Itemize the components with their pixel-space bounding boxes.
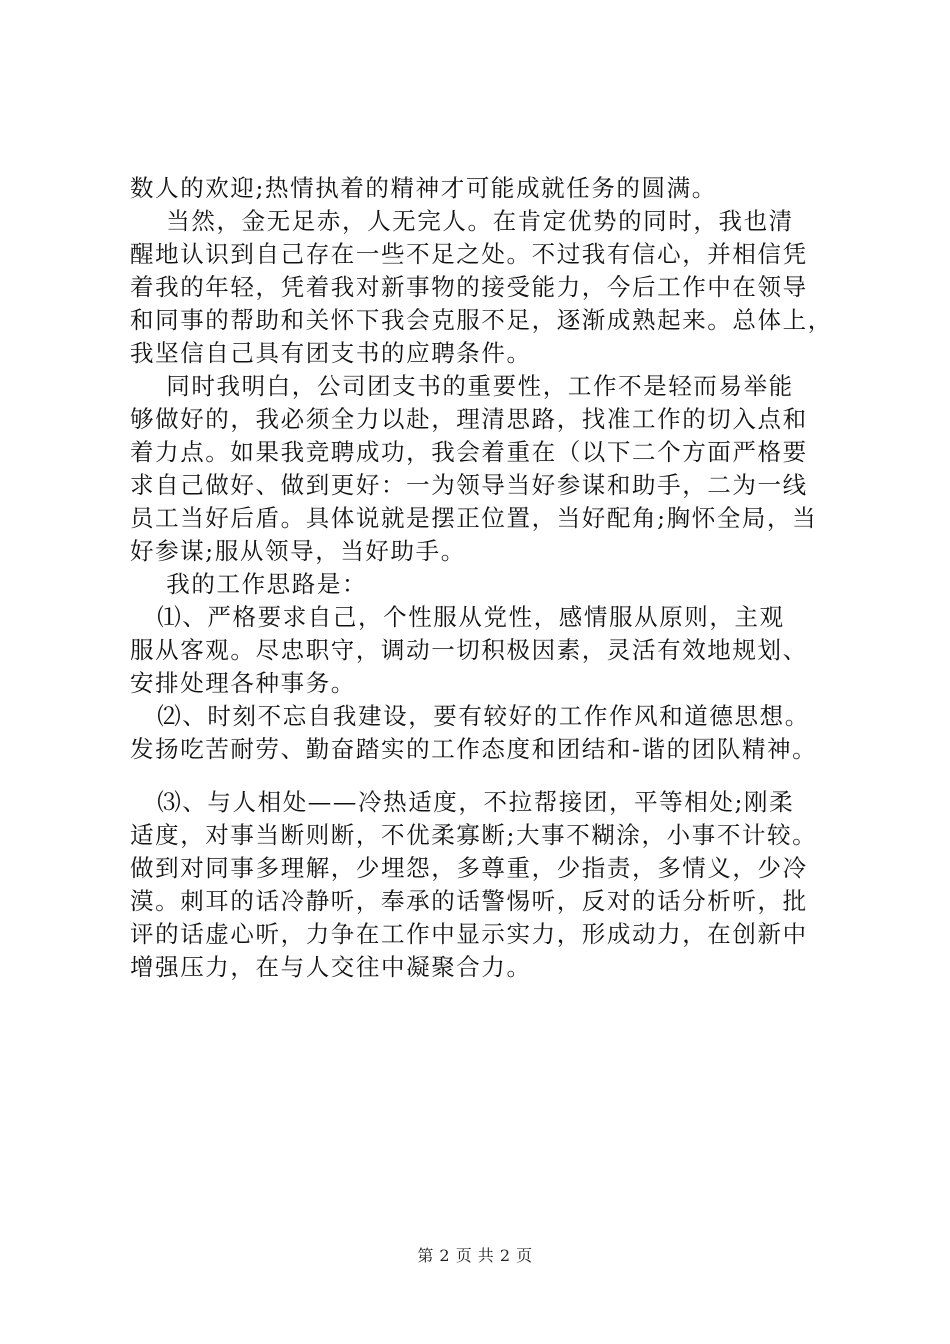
text-line-13: 我的工作思路是： — [130, 570, 368, 598]
text-line-16: 安排处理各种事务。 — [130, 669, 356, 697]
text-line-11: 员工当好后盾。具体说就是摆正位置，当好配角;胸怀全局，当 — [130, 504, 818, 532]
text-line-7: 同时我明白，公司团支书的重要性，工作不是轻而易举能 — [130, 372, 794, 400]
text-line-2: 当然，金无足赤，人无完人。在肯定优势的同时，我也清 — [130, 207, 794, 235]
text-line-8: 够做好的，我必须全力以赴，理清思路，找准工作的切入点和 — [130, 405, 808, 433]
text-line-23: 评的话虚心听，力争在工作中显示实力，形成动力，在创新中 — [130, 920, 808, 948]
text-line-12: 好参谋;服从领导，当好助手。 — [130, 537, 466, 565]
text-line-18: 发扬吃苦耐劳、勤奋踏实的工作态度和团结和-谐的团队精神。 — [130, 735, 818, 763]
page-footer: 第 2 页 共 2 页 — [417, 1246, 533, 1265]
text-line-15: 服从客观。尽忠职守，调动一切积极因素，灵活有效地规划、 — [130, 636, 808, 664]
text-line-9: 着力点。如果我竞聘成功，我会着重在（以下二个方面严格要 — [130, 438, 808, 466]
text-line-10: 求自己做好、做到更好：一为领导当好参谋和助手，二为一线 — [130, 471, 808, 499]
text-line-3: 醒地认识到自己存在一些不足之处。不过我有信心，并相信凭 — [130, 240, 808, 268]
text-line-22: 漠。刺耳的话冷静听，奉承的话警惕听，反对的话分析听，批 — [130, 887, 808, 915]
text-line-24: 增强压力，在与人交往中凝聚合力。 — [130, 953, 532, 981]
text-line-6: 我坚信自己具有团支书的应聘条件。 — [130, 339, 532, 367]
text-line-19: ⑶、与人相处——冷热适度，不拉帮接团，平等相处;刚柔 — [130, 788, 795, 816]
text-line-14: ⑴、严格要求自己，个性服从党性，感情服从原则，主观 — [130, 603, 785, 631]
text-line-5: 和同事的帮助和关怀下我会克服不足，逐渐成熟起来。总体上， — [130, 306, 833, 334]
text-line-17: ⑵、时刻不忘自我建设，要有较好的工作作风和道德思想。 — [130, 702, 810, 730]
text-line-20: 适度，对事当断则断，不优柔寡断;大事不糊涂，小事不计较。 — [130, 821, 818, 849]
text-line-4: 着我的年轻，凭着我对新事物的接受能力，今后工作中在领导 — [130, 273, 808, 301]
text-line-1: 数人的欢迎;热情执着的精神才可能成就任务的圆满。 — [130, 174, 717, 202]
text-line-21: 做到对同事多理解，少埋怨，多尊重，少指责，多情义，少冷 — [130, 854, 808, 882]
